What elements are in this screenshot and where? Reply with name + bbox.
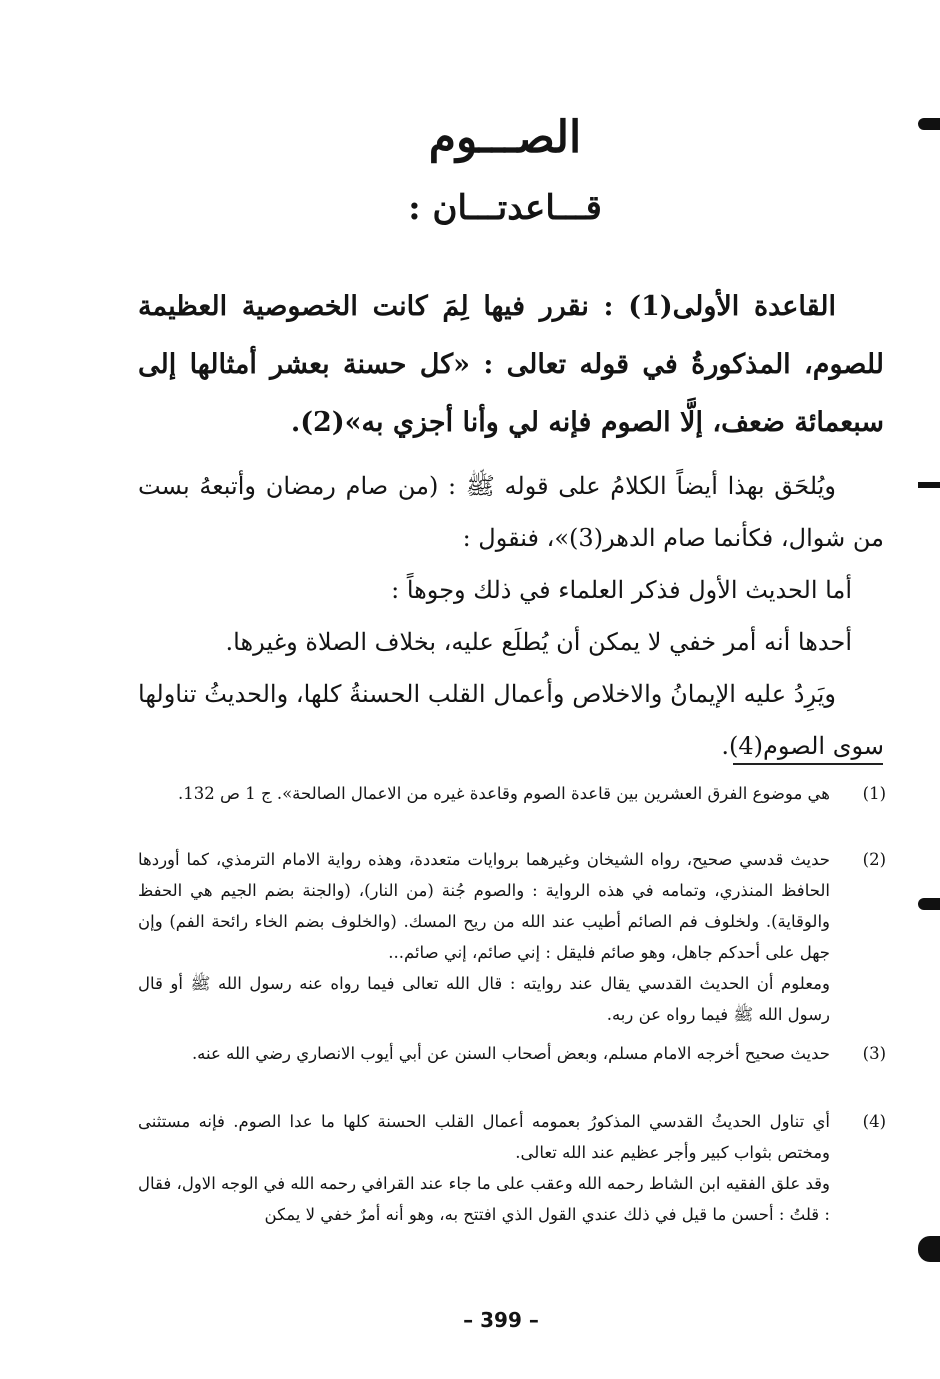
main-text [138, 278, 884, 772]
binding-mark [918, 1236, 940, 1262]
first-view-paragraph: أحدها أنه أمر خفي لا يمكن أن يُطلَع عليه، بخلاف الصلاة وغيرها. [225, 628, 852, 656]
footnote-number: (4) [862, 1112, 886, 1131]
binding-mark [918, 482, 940, 488]
page-number: – 399 – [463, 1308, 539, 1332]
binding-mark [918, 118, 940, 130]
footnote-number: (1) [862, 784, 886, 803]
chapter-title: الصـــوم [428, 112, 582, 163]
footnote-3 [138, 1038, 886, 1069]
binding-mark [918, 898, 940, 910]
objection-paragraph: ويَرِدُ عليه الإيمانُ والاخلاص وأعمال القلب الحسنةُ كلها، والحديثُ تناولها سوى الصوم(4). [138, 680, 884, 760]
attached-hadith-paragraph: ويُلحَق بهذا أيضاً الكلامُ على قوله ﷺ : (من صام رمضان وأتبعهُ بست من شوال، فكأنما صام الدهر(3)»، فنقول : [138, 472, 884, 552]
footnote-number: (2) [862, 850, 886, 869]
footnote-1 [138, 778, 886, 809]
footnote-4 [138, 1106, 886, 1230]
footnote-text: أي تناول الحديثُ القدسي المذكورُ بعمومه أعمال القلب الحسنة كلها ما عدا الصوم. فإنه مستثنى ومختص بثواب كبير وأجر عظيم عند الله تعالى. [138, 1112, 830, 1162]
footnote-2 [138, 844, 886, 1030]
first-hadith-paragraph: أما الحديث الأول فذكر العلماء في ذلك وجوهاً : [391, 576, 852, 604]
section-subtitle: قـــاعدتـــان : [408, 188, 602, 228]
footnote-text: حديث قدسي صحيح، رواه الشيخان وغيرهما بروايات متعددة، وهذه رواية الامام الترمذي، كما أوردها الحافظ المنذري، وتمامه في هذه الرواية : والصوم جُنة (من النار)، (والجنة بضم الجيم هي الحفظ والوقاية). ولخلوف فم الصائم أطيب عند الله من ريح المسك. (والخلوف بضم الخاء رائحة الفم) وإن جهل على أحدكم جاهل، وهو صائم فليقل : إني صائم، إني صائم... [138, 850, 830, 962]
footnote-text: هي موضوع الفرق العشرين بين قاعدة الصوم وقاعدة غيره من الاعمال الصالحة». ج 1 ص 132. [178, 784, 830, 803]
footnote-divider [733, 763, 883, 765]
footnote-text: حديث صحيح أخرجه الامام مسلم، وبعض أصحاب السنن عن أبي أيوب الانصاري رضي الله عنه. [191, 1044, 830, 1063]
footnote-number: (3) [862, 1044, 886, 1063]
footnote-text: وقد علق الفقيه ابن الشاط رحمه الله وعقب على ما جاء عند القرافي رحمه الله في الوجه الاول، فقال : قلتُ : أحسن ما قيل في ذلك عندي القول الذي افتتح به، وهو أنه أمرٌ خفي لا يمكن [138, 1174, 830, 1224]
rule-one-paragraph: القاعدة الأولى(1) : نقرر فيها لِمَ كانت الخصوصية العظيمة للصوم، المذكورةُ في قوله تعالى : «كل حسنة بعشر أمثالها إلى سبعمائة ضعف، إلَّا الصوم فإنه لي وأنا أجزي به»(2). [138, 291, 884, 438]
footnote-text: ومعلوم أن الحديث القدسي يقال عند روايته : قال الله تعالى فيما رواه عنه رسول الله ﷺ أو قال رسول الله ﷺ فيما رواه عن ربه. [138, 974, 830, 1024]
